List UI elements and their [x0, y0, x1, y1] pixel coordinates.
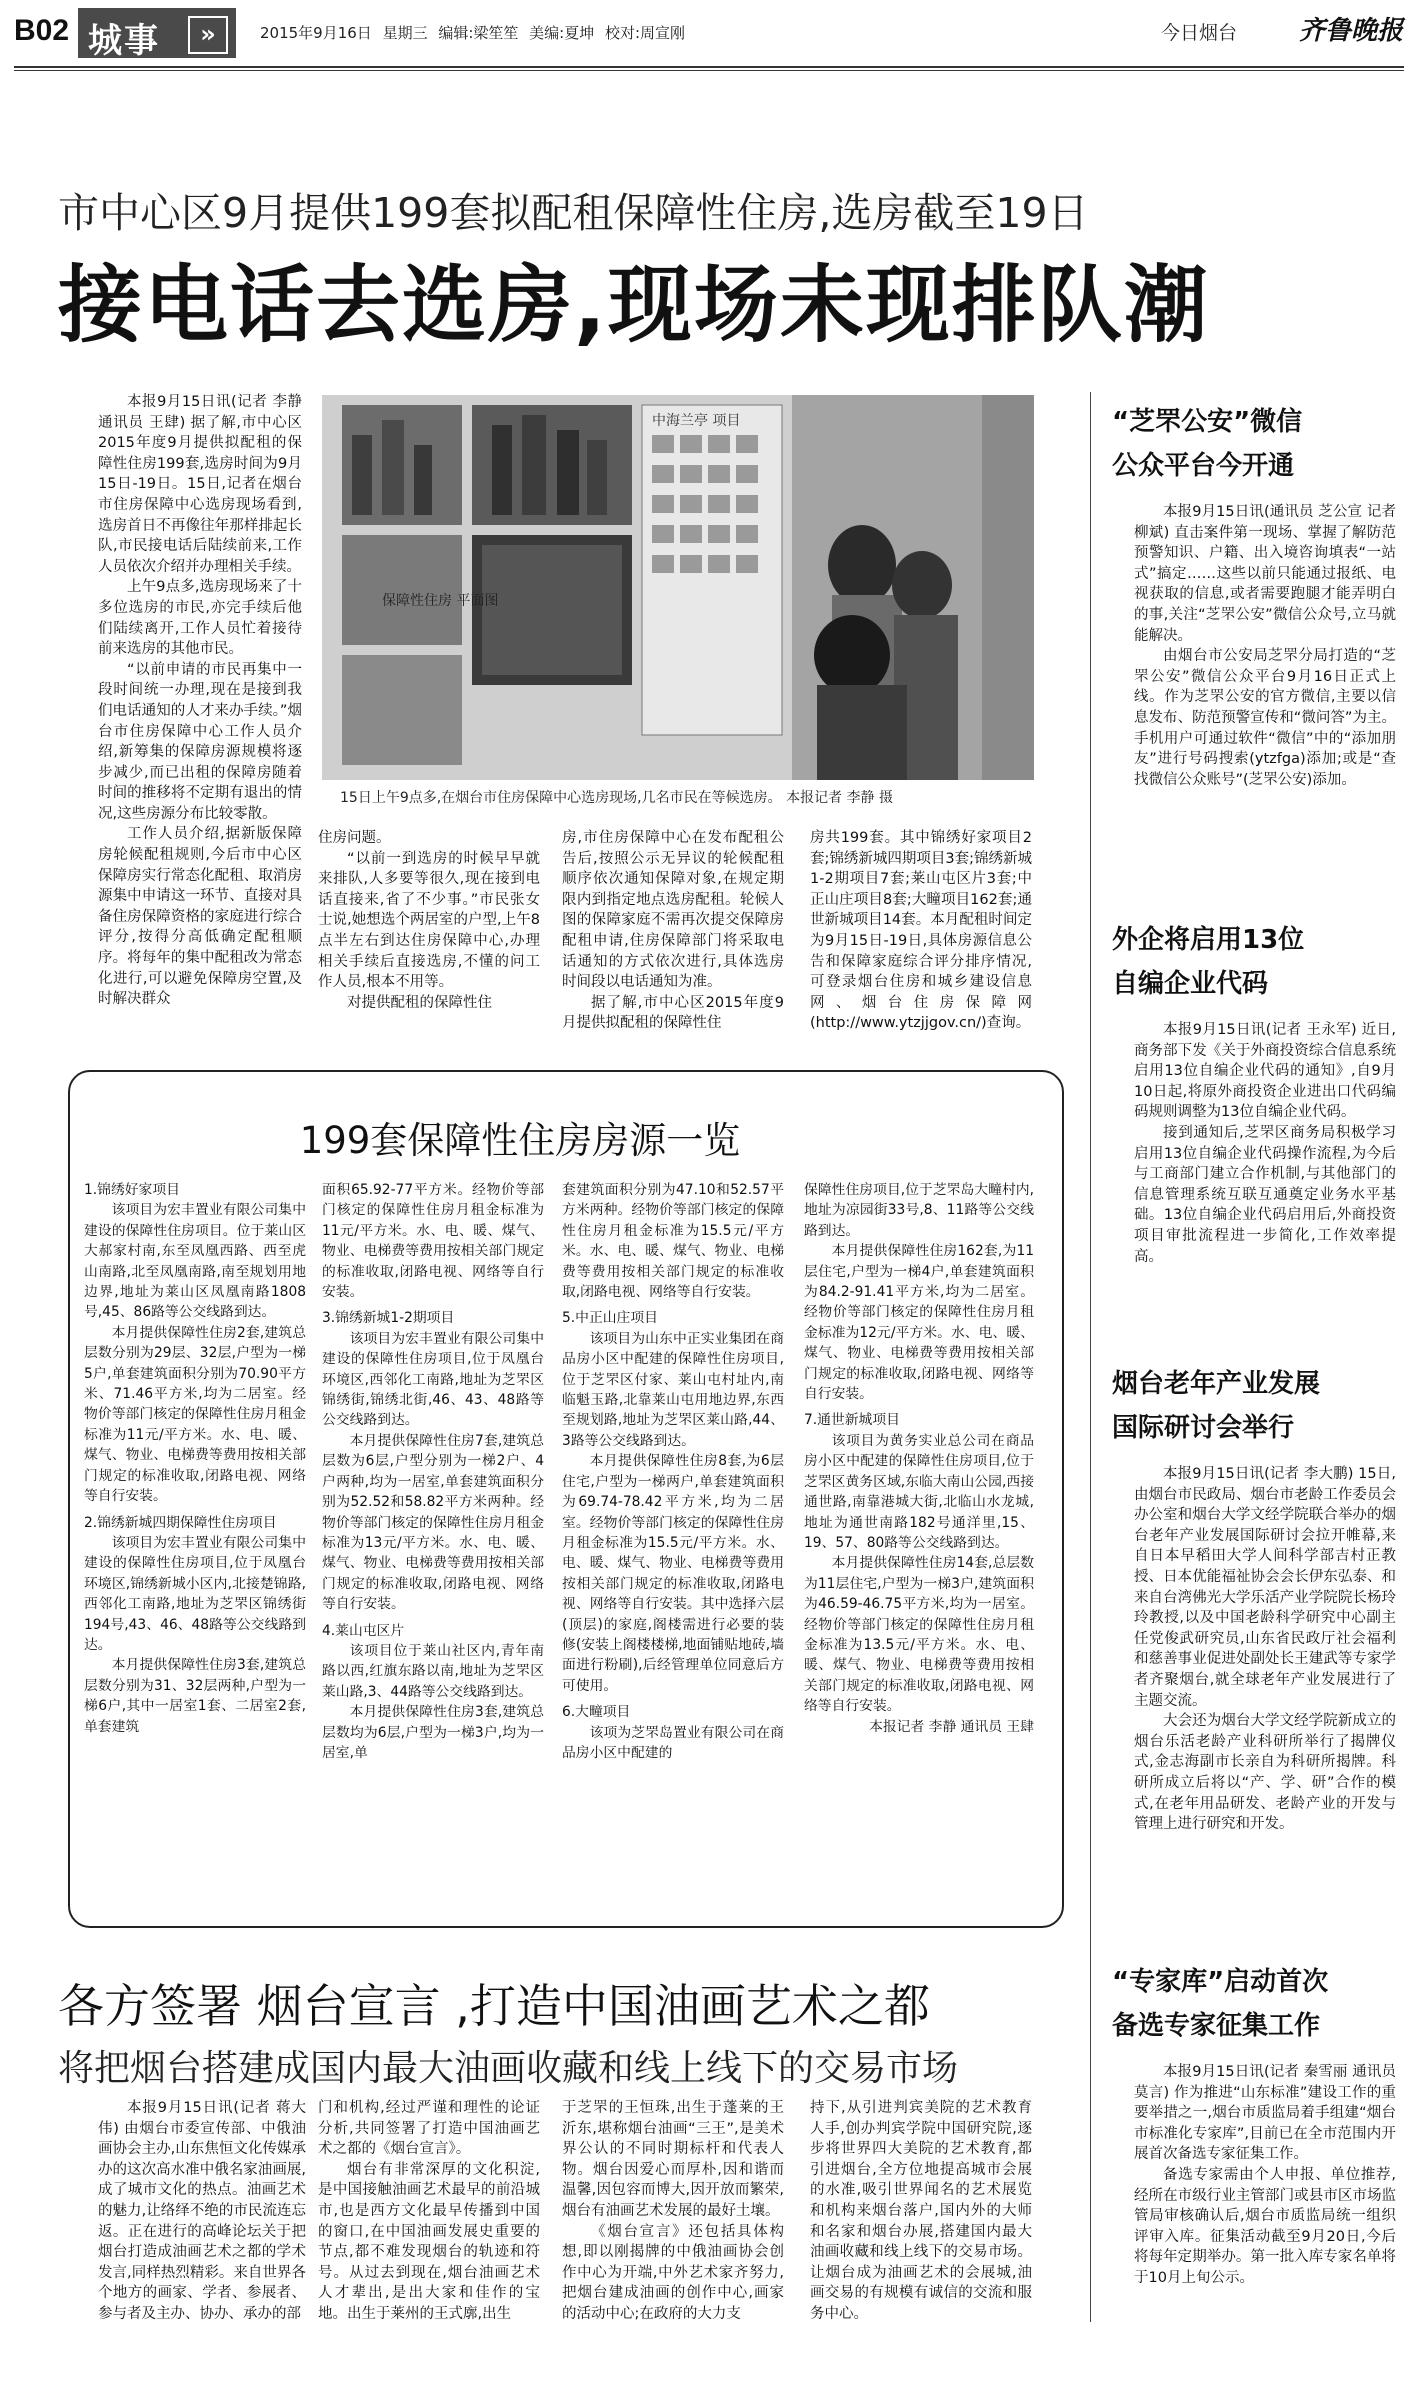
housing-list-col4 [804, 1180, 1034, 1737]
paragraph: 持下,从引进判宾美院的艺术教育人手,创办判宾学院中国研究院,逐步将世界四大美院的艺术教育,都引进烟台,全方位地提高城市会展的水准,吸引世界闻名的艺术展览和机构来烟台落户,国内外的大师和名家和烟台办展,搭建国内最大油画收藏和线上线下的交易市场。让烟台成为油画艺术的会展城,油画交易的有规模有诚信的交流和服务中心。 [810, 2100, 1032, 2322]
bottom-headline: 各方签署 烟台宣言 ,打造中国油画艺术之都 [58, 1979, 930, 2033]
paragraph: 本报9月15日讯(记者 李大鹏) 15日,由烟台市民政局、烟台市老龄工作委员会办公室和烟台大学文经学院联合举办的烟台老年产业发展国际研讨会拉开帷幕,来自日本早稻田大学人间科学部吉村正教授、日本优能福祉协会会长伊东弘泰、和来自台湾佛光大学乐活产业学院院长杨玲玲教授,以及中国老龄科学研究中心副主任党俊武研究员,山东省民政厅社会福利和慈善事业促进处副处长王建武等专家学者齐聚烟台,就全球老年产业发展进行了主题交流。 [1134, 1466, 1396, 1709]
paragraph: 据了解,市中心区2015年度9月提供拟配租的保障性住 [562, 994, 784, 1032]
main-article-col4 [810, 828, 1032, 1034]
paragraph: 备选专家需由个人申报、单位推荐,经所在市级行业主管部门或县市区市场监管局审核确认后,烟台市质监局统一组织评审入库。征集活动截至9月20日,今后将每年定期举办。第一批入库专家名单将于10月上旬公示。 [1134, 2166, 1396, 2286]
housing-list-col3 [562, 1180, 784, 1763]
article-body [1134, 2062, 1396, 2289]
list-item: 本月提供保障性住房2套,建筑总层数分别为29层、32层,户型为一梯5户,单套建筑面积分别为70.90平方米、71.46平方米,均为二居室。经物价等部门核定的保障性住房月租金标准为11元/平方米。水、电、暖、煤气、物业、电梯费等费用按相关部门规定的标准收取,闭路电视、网络等自行安装。 [84, 1324, 306, 1505]
article-headline: “专家库”启动首次 [1112, 1967, 1329, 1997]
paragraph: 烟台有非常深厚的文化积淀,是中国接触油画艺术最早的前沿城市,也是西方文化最早传播到中国的窗口,在中国油画发展史重要的节点,都不难发现烟台的轨迹和符号。从过去到现在,烟台油画艺术人才辈出,是出大家和佳作的宝地。出生于莱州的王式廓,出生 [318, 2161, 540, 2322]
list-item: 本月提供保障性住房8套,为6层住宅,户型为一梯两户,单套建筑面积为69.74-78.42平方米,均为二居室。经物价等部门核定的保障性住房月租金标准为15.5元/平方米。水、电、暖、煤气、物业、电梯费等费用按相关部门规定的标准收取,闭路电视、网络等自行安装。其中选择六层(顶层)的家庭,阁楼需进行必要的装修(安装上阁楼楼梯,地面铺贴地砖,墙面进行粉刷),后经管理单位同意后方可使用。 [562, 1453, 784, 1694]
main-article-col3 [562, 828, 784, 1034]
bottom-subheadline: 将把烟台搭建成国内最大油画收藏和线上线下的交易市场 [58, 2048, 959, 2089]
sidebar-article-1 [1112, 400, 1402, 790]
list-item: 本月提供保障性住房7套,建筑总层数为6层,户型分别为一梯2户、4户两种,均为一居室,单套建筑面积分别为52.52和58.82平方米两种。经物价等部门核定的保障性住房月租金标准为13元/平方米。水、电、暖、煤气、物业、电梯费等费用按相关部门规定的标准收取,闭路电视、网络等自行安装。 [322, 1432, 544, 1613]
list-item-heading: 2.锦绣新城四期保障性住房项目 [84, 1514, 277, 1531]
paragraph: 本报9月15日讯(记者 蒋大伟) 由烟台市委宣传部、中俄油画协会主办,山东焦恒文化传媒承办的这次高水准中俄名家油画展,成了城市文化的热点。油画艺术的魅力,让络绎不绝的市民流连忘返。正在进行的高峰论坛关于把烟台打造成油画艺术之都的学术发言,同样热烈精彩。来自世界各个地方的画家、学者、参展者、参与者及主办、协办、承办的部 [98, 2100, 306, 2322]
section-banner [78, 8, 236, 61]
sidebar-article-2 [1112, 918, 1402, 1267]
paragraph: 房共199套。其中锦绣好家项目2套;锦绣新城四期项目3套;锦绣新城1-2期项目7套;莱山屯区片3套;中正山庄项目8套;大疃项目162套;通世新城项目14套。本月配租时间定为9月15日-19日,具体房源信息公告和保障家庭综合评分排序情况,可登录烟台住房和城乡建设信息网、烟台住房保障网(http://www.ytzjjgov.cn/)查询。 [810, 830, 1032, 1032]
paragraph: 大会还为烟台大学文经学院新成立的烟台乐活老龄产业科研所举行了揭牌仪式,金志海副市长亲自为科研所揭牌。科研所成立后将以“产、学、研”合作的模式,在老年用品研发、老龄产业的开发与管理上进行研究和开发。 [1134, 1713, 1396, 1833]
list-item: 该项目位于莱山社区内,青年南路以西,红旗东路以南,地址为芝罘区莱山路,3、44路等公交线路到达。 [322, 1642, 544, 1700]
list-item: 该项目为黄务实业总公司在商品房小区中配建的保障性住房项目,位于芝罘区黄务区域,东临大南山公园,西接通世路,南靠港城大街,北临山水龙城,地址为通世南路182号通洋里,15、19、57、80路等公交线路到达。 [804, 1432, 1034, 1551]
paragraph: 本报9月15日讯(记者 秦雪丽 通讯员 莫言) 作为推进“山东标准”建设工作的重要举措之一,烟台市质监局着手组建“烟台市标准化专家库”,目前已在全市范围内开展首次备选专家征集工作。 [1134, 2064, 1396, 2163]
list-item-heading: 7.通世新城项目 [804, 1412, 900, 1429]
bottom-article-col3 [562, 2098, 784, 2325]
paragraph: 工作人员介绍,据新版保障房轮候配租规则,今后市中心区保障房实行常态化配租、取消房源集中申请这一环节、直接对具备住房保障资格的家庭进行综合评分,按得分高低确定配租顺序。将每年的集中配租改为常态化进行,可以避免保障房空置,及时解决群众 [98, 826, 302, 1008]
sidebar-article-3 [1112, 1362, 1402, 1835]
list-item: 套建筑面积分别为47.10和52.57平方米两种。经物价等部门核定的保障性住房月租金标准为15.5元/平方米。水、电、暖、煤气、物业、电梯费等费用按相关部门规定的标准收取,闭路电视、网络等自行安装。 [562, 1182, 784, 1301]
right-column-divider [1090, 392, 1091, 2322]
list-item-heading: 3.锦绣新城1-2期项目 [322, 1310, 455, 1327]
article-headline: 烟台老年产业发展 [1112, 1369, 1321, 1399]
paragraph: 门和机构,经过严谨和理性的论证分析,共同签署了打造中国油画艺术之都的《烟台宣言》。 [318, 2100, 540, 2158]
article-body [1134, 502, 1396, 790]
list-item: 本月提供保障性住房3套,建筑总层数分别为31、32层两种,户型为一梯6户,其中一居室1套、二居室2套,单套建筑 [84, 1657, 306, 1735]
header-rule-thin [14, 70, 1404, 71]
article-headline: 公众平台今开通 [1112, 451, 1295, 481]
list-item-heading: 4.莱山屯区片 [322, 1622, 405, 1639]
paragraph: 上午9点多,选房现场来了十多位选房的市民,亦完手续后他们陆续离开,工作人员忙着接待前来选房的其他市民。 [98, 579, 302, 658]
paragraph: 于芝罘的王恒珠,出生于蓬莱的王沂东,堪称烟台油画“三王”,是美术界公认的不同时期标杆和代表人物。烟台因爱心而厚朴,因和谐而温馨,因包容而博大,因开放而繁荣,烟台有油画艺术发展的最好土壤。 [562, 2100, 784, 2219]
list-item: 该项为芝罘岛置业有限公司在商品房小区中配建的 [562, 1724, 784, 1761]
paragraph: “以前申请的市民再集中一段时间统一办理,现在是接到我们电话通知的人才来办手续。”烟台市住房保障中心工作人员介绍,新筹集的保障房源规模将逐步减少,而已出租的保障房随着时间的推移将不定期有退出的情况,这些房源分布比较零散。 [98, 661, 302, 822]
housing-list-col1 [84, 1180, 306, 1737]
list-item: 本月提供保障性住房3套,建筑总层数均为6层,户型为一梯3户,均为一居室,单 [322, 1704, 544, 1761]
edition-name: 今日烟台 [1160, 22, 1237, 44]
housing-list-col2 [322, 1180, 544, 1763]
list-item: 该项目为宏丰置业有限公司集中建设的保障性住房项目,位于凤凰台环境区,西邻化工南路,地址为芝罘区锦绣街,锦绣北街,46、43、48路等公交线路到达。 [322, 1330, 544, 1429]
main-subtitle: 市中心区9月提供199套拟配租保障性住房,选房截至19日 [58, 189, 1089, 237]
photo-banner-text: 中海兰亭 项目 [652, 413, 741, 429]
newspaper-logo: 齐鲁晚报 [1298, 16, 1403, 46]
list-item-heading: 5.中正山庄项目 [562, 1310, 658, 1327]
main-headline: 接电话去选房,现场未现排队潮 [58, 256, 1210, 354]
paragraph: 由烟台市公安局芝罘分局打造的“芝罘公安”微信公众平台9月16日正式上线。作为芝罘公安的官方微信,主要以信息发布、防范预警宣传和“微问答”为主。手机用户可通过软件“微信”中的“添加朋友”进行号码搜索(ytzfga)添加;或是“查找微信公众账号”(芝罘公安)添加。 [1134, 648, 1396, 788]
photo-caption: 15日上午9点多,在烟台市住房保障中心选房现场,几名市民在等候选房。 本报记者 李静 摄 [340, 790, 893, 806]
paragraph: 本报9月15日讯(记者 李静 通讯员 王肆) 据了解,市中心区2015年度9月提供拟配租的保障性住房199套,选房时间为9月15日-19日。15日,记者在烟台市住房保障中心选房现场看到,选房首日不再像往年那样排起长队,市民接电话后陆续前来,工作人员依次介绍并办理相关手续。 [98, 394, 302, 575]
paragraph: 对提供配租的保障性住 [347, 994, 492, 1011]
byline: 本报记者 李静 通讯员 王肆 [869, 1718, 1034, 1735]
list-item: 面积65.92-77平方米。经物价等部门核定的保障性住房月租金标准为11元/平方米。水、电、暖、煤气、物业、电梯费等费用按相关部门规定的标准收取,闭路电视、网络等自行安装。 [322, 1182, 544, 1301]
list-item: 本月提供保障性住房14套,总层数为11层住宅,户型为一梯3户,建筑面积为46.59-46.75平方米,均为一居室。经物价等部门核定的保障性住房月租金标准为13.5元/平方米。水、电、暖、煤气、物业、电梯费等费用按相关部门规定的标准收取,闭路电视、网络等自行安装。 [804, 1555, 1034, 1715]
article-body [1134, 1464, 1396, 1835]
chevron-right-icon: » [188, 16, 228, 54]
list-item-heading: 1.锦绣好家项目 [84, 1182, 180, 1198]
list-item: 本月提供保障性住房162套,为11层住宅,户型为一梯4户,单套建筑面积为84.2-91.41平方米,均为二居室。经物价等部门核定的保障性住房月租金标准为12元/平方米。水、电、暖、煤气、物业、电梯费等费用按相关部门规定的标准收取,闭路电视、网络等自行安装。 [804, 1243, 1034, 1403]
paragraph: 接到通知后,芝罘区商务局积极学习启用13位自编企业代码操作流程,为今后与工商部门建立合作机制,与其他部门的信息管理系统互联互通奠定业务水平基础。13位自编企业代码启用后,外商投资项目审批流程进一步简化,工作效率提高。 [1134, 1124, 1396, 1265]
bottom-article-col4 [810, 2098, 1032, 2325]
photo-board-text: 保障性住房 平面图 [382, 593, 499, 609]
issue-meta: 2015年9月16日 星期三 编辑:梁笙笙 美编:夏坤 校对:周宣刚 [260, 24, 686, 42]
page-header [0, 0, 1417, 66]
article-headline: 备选专家征集工作 [1112, 2011, 1321, 2041]
bottom-article-col2 [318, 2098, 540, 2325]
list-item: 该项目为宏丰置业有限公司集中建设的保障性住房项目。位于莱山区大郝家村南,东至凤凰西路、西至虎山南路,北至凤凰南路,南至规划用地边界,地址为莱山区凤凰南路1808号,45、86路等公交线路到达。 [84, 1202, 306, 1321]
article-body [1134, 1020, 1396, 1267]
list-item: 保障性住房项目,位于芝罘岛大疃村内,地址为凉园街33号,8、11路等公交线路到达。 [804, 1182, 1034, 1239]
housing-list-title: 199套保障性住房房源一览 [260, 1110, 780, 1164]
sidebar-article-4 [1112, 1960, 1402, 2289]
list-item-heading: 6.大疃项目 [562, 1704, 631, 1721]
main-article-col1 [98, 392, 302, 1010]
article-headline: 国际研讨会举行 [1112, 1413, 1295, 1443]
paragraph: 《烟台宣言》还包括具体构想,即以刚揭牌的中俄油画协会创作中心为开端,中外艺术家齐努力,把烟台建成油画的创作中心,画家的活动中心;在政府的大力支 [562, 2223, 784, 2322]
paragraph: 本报9月15日讯(记者 王永军) 近日,商务部下发《关于外商投资综合信息系统启用13位自编企业代码的通知》,自9月10日起,将原外商投资企业进出口代码编码规则调整为13位自编企业代码。 [1134, 1022, 1396, 1121]
news-photo [322, 395, 1034, 780]
main-article-col2 [318, 828, 540, 1013]
header-rule [14, 66, 1404, 68]
bottom-article-col1 [98, 2098, 306, 2325]
list-item: 该项目为宏丰置业有限公司集中建设的保障性住房项目,位于凤凰台环境区,锦绣新城小区内,北接楚锦路,西邻化工南路,地址为芝罘区锦绣街194号,43、46、48路等公交线路到达。 [84, 1534, 306, 1653]
paragraph: 房,市住房保障中心在发布配租公告后,按照公示无异议的轮候配租顺序依次通知保障对象,在规定期限内到指定地点选房配租。轮候人图的保障家庭不需再次提交保障房配租申请,住房保障部门将采取电话通知的方式依次进行,具体选房时间段以电话通知为准。 [562, 830, 784, 991]
paragraph: 本报9月15日讯(通讯员 芝公宣 记者 柳斌) 直击案件第一现场、掌握了解防范预警知识、户籍、出入境咨询填表“一站式”搞定……这些以前只能通过报纸、电视获取的信息,或者需要跑腿才能弄明白的事,关注“芝罘公安”微信公众号,立马就能解决。 [1134, 504, 1396, 644]
article-headline: 外企将启用13位 [1112, 925, 1305, 955]
paragraph: 住房问题。 [318, 830, 391, 846]
article-headline: “芝罘公安”微信 [1112, 407, 1303, 437]
paragraph: “以前一到选房的时候早早就来排队,人多要等很久,现在接到电话直接来,省了不少事。”市民张女士说,她想选个两居室的户型,上午8点半左右到达住房保障中心,办理相关手续后直接选房,不懂的问工作人员,根本不用等。 [318, 850, 540, 991]
article-headline: 自编企业代码 [1112, 969, 1269, 999]
section-name: 城事 [88, 21, 160, 61]
page-number: B02 [14, 14, 70, 47]
photo-illustration [322, 395, 1034, 780]
list-item: 该项目为山东中正实业集团在商品房小区中配建的保障性住房项目,位于芝罘区付家、莱山屯村址内,南临魁玉路,北靠莱山屯用地边界,东西至规划路,地址为芝罘区莱山路,44、3路等公交线路到达。 [562, 1330, 784, 1449]
